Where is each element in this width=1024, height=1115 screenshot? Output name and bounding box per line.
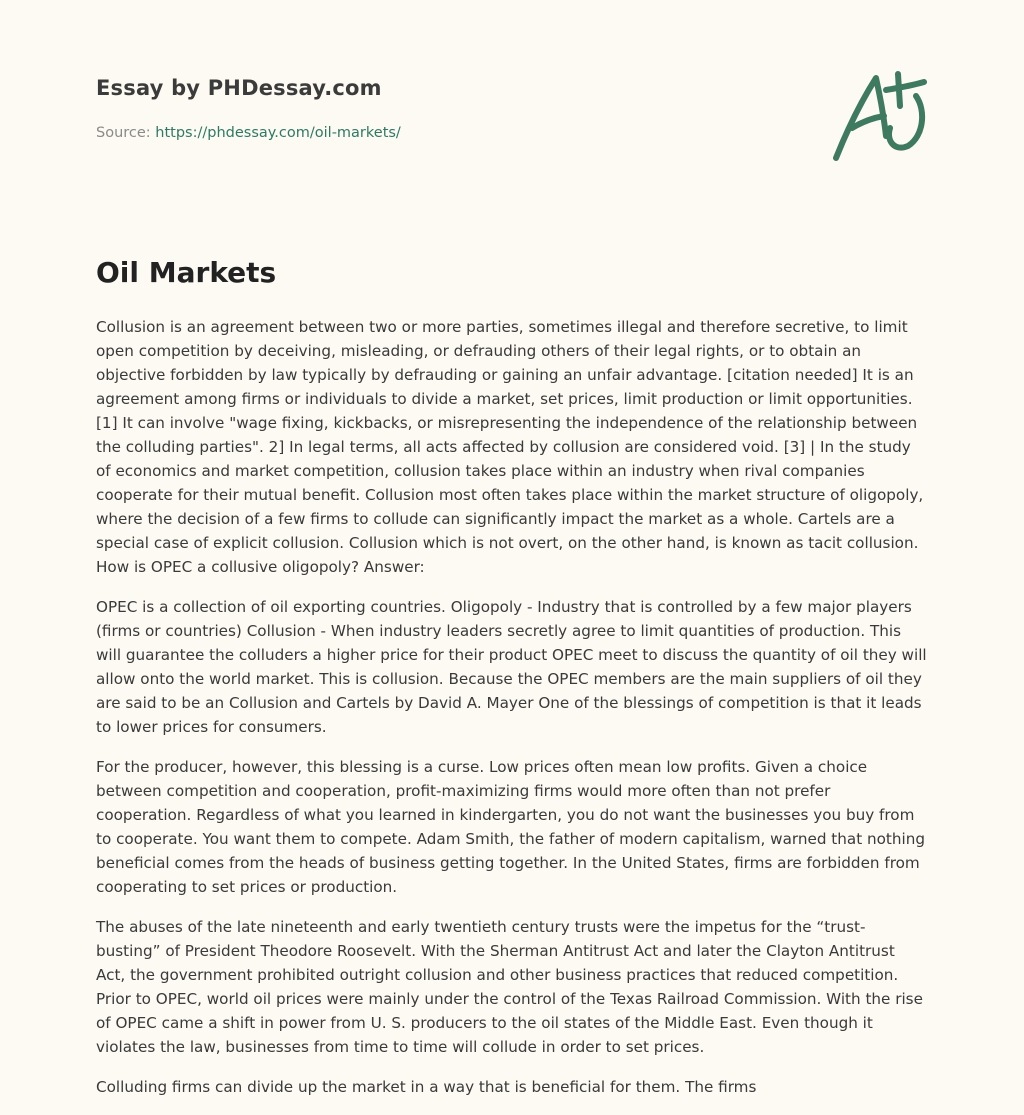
paragraph: OPEC is a collection of oil exporting countries. Oligopoly - Industry that is controlled by a few major players (firms or countries) Collusion - When industry leaders secretly agree to limit quantities of production. This will guarantee the colluders a higher price for their product OPEC meet to discuss the quantity of oil they will allow onto the world market. This is collusion. Because the OPEC members are the main suppliers of oil they are said to be an Collusion and Cartels by David A. Mayer One of the blessings of competition is that it leads to lower prices for consumers. bbox=[96, 598, 927, 736]
essay-body bbox=[96, 315, 928, 1115]
source-line bbox=[96, 125, 401, 141]
paragraph: The abuses of the late nineteenth and early twentieth century trusts were the impetus for the “trust-busting” of President Theodore Roosevelt. With the Sherman Antitrust Act and later the Clayton Antitrust Act, the government prohibited outright collusion and other business practices that reduced competition. Prior to OPEC, world oil prices were mainly under the control of the Texas Railroad Commission. With the rise of OPEC came a shift in power from U. S. producers to the oil states of the Middle East. Even though it violates the law, businesses from time to time will collude in order to set prices. bbox=[96, 918, 923, 1056]
site-brand: Essay by PHDessay.com bbox=[96, 76, 382, 100]
paragraph: For the producer, however, this blessing is a curse. Low prices often mean low profits. Given a choice between competition and cooperation, profit-maximizing firms would more often than not prefer cooperation. Regardless of what you learned in kindergarten, you do not want the businesses you buy from to cooperate. You want them to compete. Adam Smith, the father of modern capitalism, warned that nothing beneficial comes from the heads of business getting together. In the United States, firms are forbidden from cooperating to set prices or production. bbox=[96, 758, 925, 896]
paragraph: Colluding firms can divide up the market in a way that is beneficial for them. The firms bbox=[96, 1078, 757, 1096]
a-plus-logo-icon bbox=[828, 66, 932, 166]
source-link[interactable]: https://phdessay.com/oil-markets/ bbox=[155, 125, 401, 141]
paragraph: Collusion is an agreement between two or more parties, sometimes illegal and therefore secretive, to limit open competition by deceiving, misleading, or defrauding others of their legal rights, or to obtain an objective forbidden by law typically by defrauding or gaining an unfair advantage. [citation needed] It is an agreement among firms or individuals to divide a market, set prices, limit production or limit opportunities. [1] It can involve "wage fixing, kickbacks, or misrepresenting the independence of the relationship between the colluding parties". 2] In legal terms, all acts affected by collusion are considered void. [3] | In the study of economics and market competition, collusion takes place within an industry when rival companies cooperate for their mutual benefit. Collusion most often takes place within the market structure of oligopoly, where the decision of a few firms to collude can significantly impact the market as a whole. Cartels are a special case of explicit collusion. Collusion which is not overt, on the other hand, is known as tacit collusion. How is OPEC a collusive oligopoly? Answer: bbox=[96, 318, 924, 576]
page-title: Oil Markets bbox=[96, 256, 277, 289]
page-header bbox=[96, 0, 928, 240]
source-label: Source: bbox=[96, 125, 156, 141]
